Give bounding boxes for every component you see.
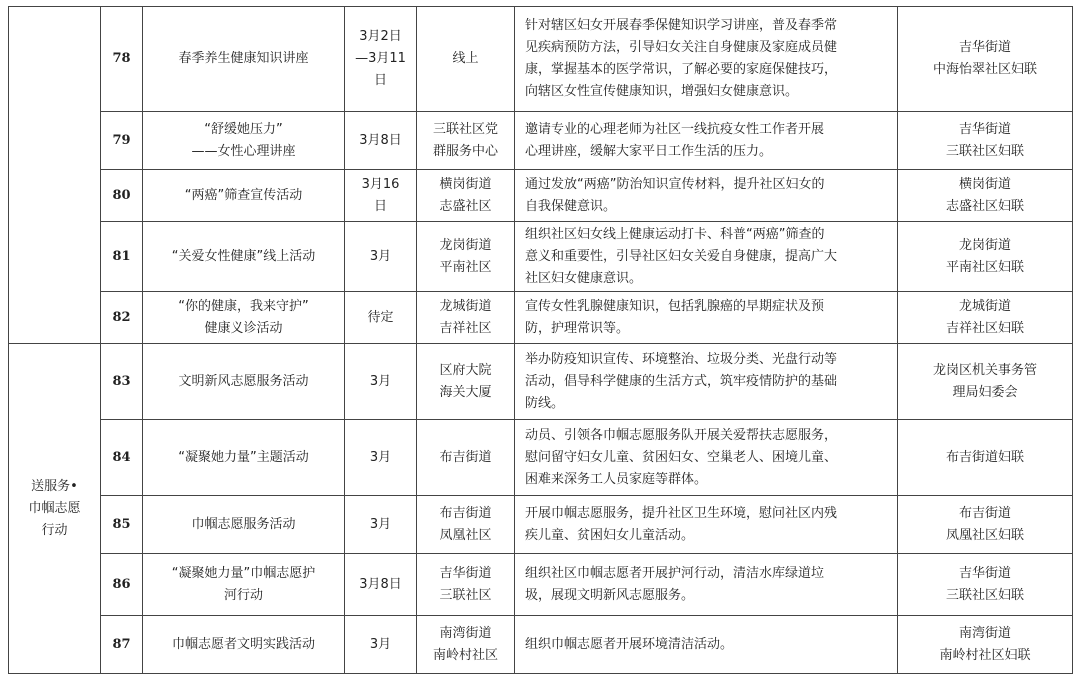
activity-time-line: 3月16	[361, 176, 400, 192]
activity-place	[417, 292, 515, 344]
activity-description-line: 见疾病预防方法，引导妇女关注自身健康及家庭成员健	[525, 40, 838, 55]
activity-name	[143, 292, 345, 344]
organizer-line: 吉华街道	[958, 40, 1011, 55]
activity-place-line: 吉祥社区	[439, 320, 492, 336]
activity-name	[143, 112, 345, 170]
activity-place-line: 吉华街道	[439, 565, 492, 581]
table-row	[9, 170, 1073, 222]
activity-place-line: 布吉街道	[439, 449, 492, 465]
activity-description	[515, 496, 898, 554]
organizer	[898, 292, 1073, 344]
activity-description	[515, 420, 898, 496]
activity-description-line: 防，护理常识等。	[525, 320, 630, 336]
activity-place	[417, 420, 515, 496]
organizer	[898, 222, 1073, 292]
activity-time	[345, 616, 417, 674]
activity-name	[143, 616, 345, 674]
activity-description-line: 组织社区妇女线上健康运动打卡、科普“两癌”筛查的	[525, 226, 825, 242]
activity-description	[515, 292, 898, 344]
organizer	[898, 170, 1073, 222]
activity-description	[515, 222, 898, 292]
row-number: 85	[101, 496, 143, 554]
activity-name-line: “凝聚她力量”主题活动	[178, 449, 309, 465]
activity-place-line: 线上	[452, 51, 479, 66]
category-cell	[9, 344, 101, 674]
activity-place	[417, 222, 515, 292]
activity-description-line: 宣传女性乳腺健康知识，包括乳腺癌的早期症状及预	[525, 298, 825, 314]
table-row	[9, 222, 1073, 292]
activity-description-line: 通过发放“两癌”防治知识宣传材料，提升社区妇女的	[525, 176, 825, 192]
activity-description-line: 邀请专业的心理老师为社区一线抗疫女性工作者开展	[525, 121, 825, 137]
activity-name-line: 巾帼志愿服务活动	[191, 516, 296, 532]
organizer-line: 龙城街道	[958, 298, 1011, 314]
organizer-line: 吉祥社区妇联	[945, 320, 1024, 336]
activity-time	[345, 170, 417, 222]
activity-place-line: 群服务中心	[432, 143, 498, 159]
activity-time-line: 3月	[369, 516, 392, 532]
organizer	[898, 112, 1073, 170]
activity-name-line: ——女性心理讲座	[191, 143, 296, 159]
activity-time-line: 3月	[369, 248, 392, 264]
activity-name	[143, 496, 345, 554]
activity-place-line: 三联社区	[439, 587, 492, 603]
organizer-line: 凤凰社区妇联	[945, 527, 1024, 543]
row-number: 79	[101, 112, 143, 170]
table-row	[9, 554, 1073, 616]
activity-description-line: 向辖区女性宣传健康知识，增强妇女健康意识。	[525, 84, 799, 99]
activity-time-line: —3月11	[355, 51, 406, 66]
activity-time-line: 日	[373, 73, 387, 88]
activity-place	[417, 170, 515, 222]
activity-description-line: 心理讲座，缓解大家平日工作生活的压力。	[525, 143, 773, 159]
category-cell-line: 行动	[41, 522, 68, 538]
organizer-line: 布吉街道妇联	[945, 449, 1024, 465]
activity-description-line: 防线。	[525, 395, 565, 411]
activity-place	[417, 112, 515, 170]
activity-time	[345, 222, 417, 292]
activity-description-line: 动员、引领各巾帼志愿服务队开展关爱帮扶志愿服务，	[525, 427, 838, 443]
organizer	[898, 554, 1073, 616]
row-number: 78	[101, 7, 143, 112]
activity-name	[143, 554, 345, 616]
activity-name-line: 文明新风志愿服务活动	[178, 373, 309, 389]
organizer-line: 三联社区妇联	[945, 587, 1024, 603]
activity-place-line: 龙城街道	[439, 298, 492, 314]
organizer-line: 南岭村社区妇联	[939, 647, 1031, 663]
activity-name-line: “关爱女性健康”线上活动	[171, 248, 316, 264]
activity-name-line: “两癌”筛查宣传活动	[184, 187, 303, 203]
organizer	[898, 344, 1073, 420]
activity-description-line: 圾，展现文明新风志愿服务。	[525, 587, 695, 603]
activity-name	[143, 222, 345, 292]
activity-place	[417, 7, 515, 112]
activity-description-line: 自我保健意识。	[525, 198, 617, 214]
organizer-line: 三联社区妇联	[945, 143, 1024, 159]
activity-time-line: 待定	[367, 309, 394, 325]
activity-place-line: 南岭村社区	[432, 647, 498, 663]
organizer-line: 布吉街道	[958, 505, 1011, 521]
activity-name	[143, 420, 345, 496]
organizer-line: 中海怡翠社区妇联	[932, 62, 1037, 77]
table-row	[9, 344, 1073, 420]
table-row	[9, 616, 1073, 674]
organizer-line: 志盛社区妇联	[945, 198, 1024, 214]
row-number: 82	[101, 292, 143, 344]
activity-time-line: 3月8日	[359, 132, 402, 148]
activity-name-line: “舒缓她压力”	[204, 121, 283, 137]
table-row	[9, 112, 1073, 170]
activity-place-line: 横岗街道	[439, 176, 492, 192]
activity-place-line: 区府大院	[439, 362, 492, 378]
activity-time	[345, 292, 417, 344]
organizer-line: 横岗街道	[958, 176, 1011, 192]
table-body	[9, 7, 1073, 674]
organizer-line: 吉华街道	[958, 121, 1011, 137]
activity-time-line: 3月8日	[359, 576, 402, 592]
activity-table	[8, 6, 1073, 674]
activity-place	[417, 554, 515, 616]
activity-description-line: 康，掌握基本的医学常识，了解必要的家庭保健技巧，	[525, 62, 838, 77]
activity-time	[345, 112, 417, 170]
row-number: 80	[101, 170, 143, 222]
activity-time	[345, 7, 417, 112]
activity-description-line: 开展巾帼志愿服务，提升社区卫生环境，慰问社区内残	[525, 505, 838, 521]
activity-name-line: “你的健康，我来守护”	[178, 298, 309, 314]
activity-description	[515, 112, 898, 170]
category-cell-empty	[9, 7, 101, 344]
activity-place-line: 龙岗街道	[439, 237, 492, 253]
category-cell-line: 巾帼志愿	[28, 500, 81, 516]
organizer-line: 平南社区妇联	[945, 259, 1024, 275]
activity-description-line: 疾儿童、贫困妇女儿童活动。	[525, 527, 695, 543]
activity-description-line: 针对辖区妇女开展春季保健知识学习讲座，普及春季常	[525, 18, 838, 33]
row-number: 87	[101, 616, 143, 674]
activity-name-line: 巾帼志愿者文明实践活动	[171, 636, 315, 652]
document-page	[8, 6, 1073, 674]
activity-time-line: 3月	[369, 636, 392, 652]
activity-place-line: 志盛社区	[439, 198, 492, 214]
organizer	[898, 420, 1073, 496]
activity-description-line: 举办防疫知识宣传、环境整治、垃圾分类、光盘行动等	[525, 351, 838, 367]
activity-place-line: 平南社区	[439, 259, 492, 275]
activity-place-line: 三联社区党	[432, 121, 498, 137]
activity-name-line: 春季养生健康知识讲座	[178, 51, 309, 66]
row-number: 83	[101, 344, 143, 420]
activity-description-line: 活动，倡导科学健康的生活方式，筑牢疫情防护的基础	[525, 373, 838, 389]
organizer	[898, 496, 1073, 554]
activity-description	[515, 7, 898, 112]
organizer-line: 理局妇委会	[952, 384, 1018, 400]
activity-name-line: 河行动	[223, 587, 263, 603]
organizer-line: 龙岗街道	[958, 237, 1011, 253]
activity-description-line: 组织巾帼志愿者开展环境清洁活动。	[525, 636, 734, 652]
activity-time	[345, 554, 417, 616]
activity-place	[417, 496, 515, 554]
activity-description-line: 困难来深务工人员家庭等群体。	[525, 471, 708, 487]
activity-description-line: 社区妇女健康意识。	[525, 270, 643, 286]
activity-description	[515, 554, 898, 616]
activity-description	[515, 616, 898, 674]
activity-place	[417, 616, 515, 674]
activity-name	[143, 7, 345, 112]
activity-time-line: 3月2日	[359, 29, 402, 44]
activity-description	[515, 344, 898, 420]
activity-place-line: 凤凰社区	[439, 527, 492, 543]
row-number: 84	[101, 420, 143, 496]
activity-description-line: 组织社区巾帼志愿者开展护河行动，清洁水库绿道垃	[525, 565, 825, 581]
organizer	[898, 616, 1073, 674]
activity-time	[345, 420, 417, 496]
organizer-line: 南湾街道	[958, 625, 1011, 641]
activity-place-line: 南湾街道	[439, 625, 492, 641]
activity-time-line: 3月	[369, 373, 392, 389]
organizer	[898, 7, 1073, 112]
activity-time	[345, 496, 417, 554]
organizer-line: 龙岗区机关事务管	[932, 362, 1037, 378]
table-row	[9, 292, 1073, 344]
activity-time-line: 3月	[369, 449, 392, 465]
activity-place	[417, 344, 515, 420]
row-number: 81	[101, 222, 143, 292]
activity-description	[515, 170, 898, 222]
activity-name-line: 健康义诊活动	[204, 320, 283, 336]
activity-time-line: 日	[373, 198, 387, 214]
table-row	[9, 7, 1073, 112]
activity-name-line: “凝聚她力量”巾帼志愿护	[171, 565, 316, 581]
category-cell-line: 送服务•	[31, 478, 78, 494]
organizer-line: 吉华街道	[958, 565, 1011, 581]
table-row	[9, 420, 1073, 496]
activity-place-line: 海关大厦	[439, 384, 492, 400]
activity-place-line: 布吉街道	[439, 505, 492, 521]
activity-time	[345, 344, 417, 420]
activity-name	[143, 344, 345, 420]
row-number: 86	[101, 554, 143, 616]
activity-description-line: 意义和重要性，引导社区妇女关爱自身健康，提高广大	[525, 248, 838, 264]
table-row	[9, 496, 1073, 554]
activity-description-line: 慰问留守妇女儿童、贫困妇女、空巢老人、困境儿童、	[525, 449, 838, 465]
activity-name	[143, 170, 345, 222]
